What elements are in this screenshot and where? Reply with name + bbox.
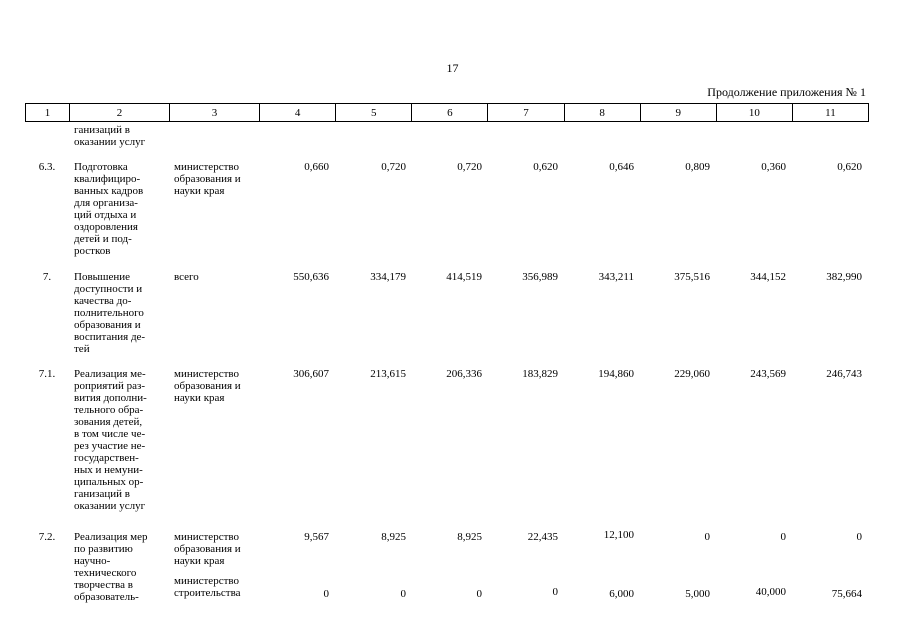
row-name: Повышение доступности и качества до- полнительного образования и воспитания де- тей [74, 271, 146, 355]
row-executor: министерство образования и науки края [174, 531, 241, 567]
column-header: 1 [26, 104, 70, 122]
value-cell: 0,660 [304, 161, 329, 173]
row-name: Подготовка квалифициро- ванных кадров для организа- ций отдыха и оздоровления детей и под- ростков [74, 161, 144, 257]
table-header [25, 103, 869, 122]
value-cell: 0 [552, 586, 558, 598]
column-header: 4 [260, 104, 336, 122]
column-header: 2 [70, 104, 170, 122]
carry-over-name: ганизаций в оказании услуг [74, 124, 146, 148]
value-cell: 0,646 [609, 161, 634, 173]
value-cell: 0 [780, 531, 786, 543]
value-cell: 75,664 [831, 588, 862, 600]
value-cell: 194,860 [598, 368, 634, 380]
header-row [26, 104, 869, 122]
continuation-label: Продолжение приложения № 1 [707, 85, 866, 99]
value-cell: 22,435 [527, 531, 558, 543]
value-cell: 0 [704, 531, 710, 543]
value-cell: 0 [400, 588, 406, 600]
value-cell: 0,720 [381, 161, 406, 173]
value-cell: 246,743 [826, 368, 862, 380]
value-cell: 0 [323, 588, 329, 600]
row-number: 7. [42, 271, 52, 283]
value-cell: 343,211 [598, 271, 634, 283]
value-cell: 6,000 [609, 588, 634, 600]
value-cell: 8,925 [381, 531, 406, 543]
column-header: 7 [488, 104, 564, 122]
value-cell: 375,516 [674, 271, 710, 283]
row-executor: всего [174, 271, 199, 283]
column-header: 9 [640, 104, 716, 122]
column-header: 11 [792, 104, 868, 122]
value-cell: 183,829 [522, 368, 558, 380]
value-cell: 0,360 [761, 161, 786, 173]
page-number: 17 [446, 61, 459, 75]
value-cell: 0,620 [533, 161, 558, 173]
value-cell: 414,519 [446, 271, 482, 283]
value-cell: 206,336 [446, 368, 482, 380]
value-cell: 9,567 [304, 531, 329, 543]
row-executor: министерство образования и науки края [174, 161, 241, 197]
value-cell: 213,615 [370, 368, 406, 380]
row-name: Реализация ме- роприятий раз- вития дополни- тельного обра- зования детей, в том числе че- рез участие не- государствен- ных и немуни- ципальных ор- ганизаций в оказании услуг [74, 368, 147, 512]
value-cell: 0,620 [837, 161, 862, 173]
column-header: 10 [716, 104, 792, 122]
value-cell: 0,809 [685, 161, 710, 173]
column-header: 8 [564, 104, 640, 122]
value-cell: 550,636 [293, 271, 329, 283]
value-cell: 356,989 [522, 271, 558, 283]
value-cell: 382,990 [826, 271, 862, 283]
value-cell: 243,569 [750, 368, 786, 380]
value-cell: 306,607 [293, 368, 329, 380]
value-cell: 0,720 [457, 161, 482, 173]
value-cell: 12,100 [603, 529, 634, 541]
value-cell: 344,152 [750, 271, 786, 283]
row-executor-secondary: министерство строительства [174, 575, 241, 599]
row-name: Реализация мер по развитию научно- технического творчества в образователь- [74, 531, 148, 603]
value-cell: 5,000 [685, 588, 710, 600]
row-number: 7.2. [38, 531, 56, 543]
row-number: 7.1. [38, 368, 56, 380]
value-cell: 8,925 [457, 531, 482, 543]
column-header: 3 [170, 104, 260, 122]
value-cell: 334,179 [370, 271, 406, 283]
value-cell: 229,060 [674, 368, 710, 380]
row-executor: министерство образования и науки края [174, 368, 241, 404]
value-cell: 40,000 [755, 586, 786, 598]
row-number: 6.3. [38, 161, 56, 173]
column-header: 5 [336, 104, 412, 122]
column-header: 6 [412, 104, 488, 122]
value-cell: 0 [476, 588, 482, 600]
value-cell: 0 [856, 531, 862, 543]
